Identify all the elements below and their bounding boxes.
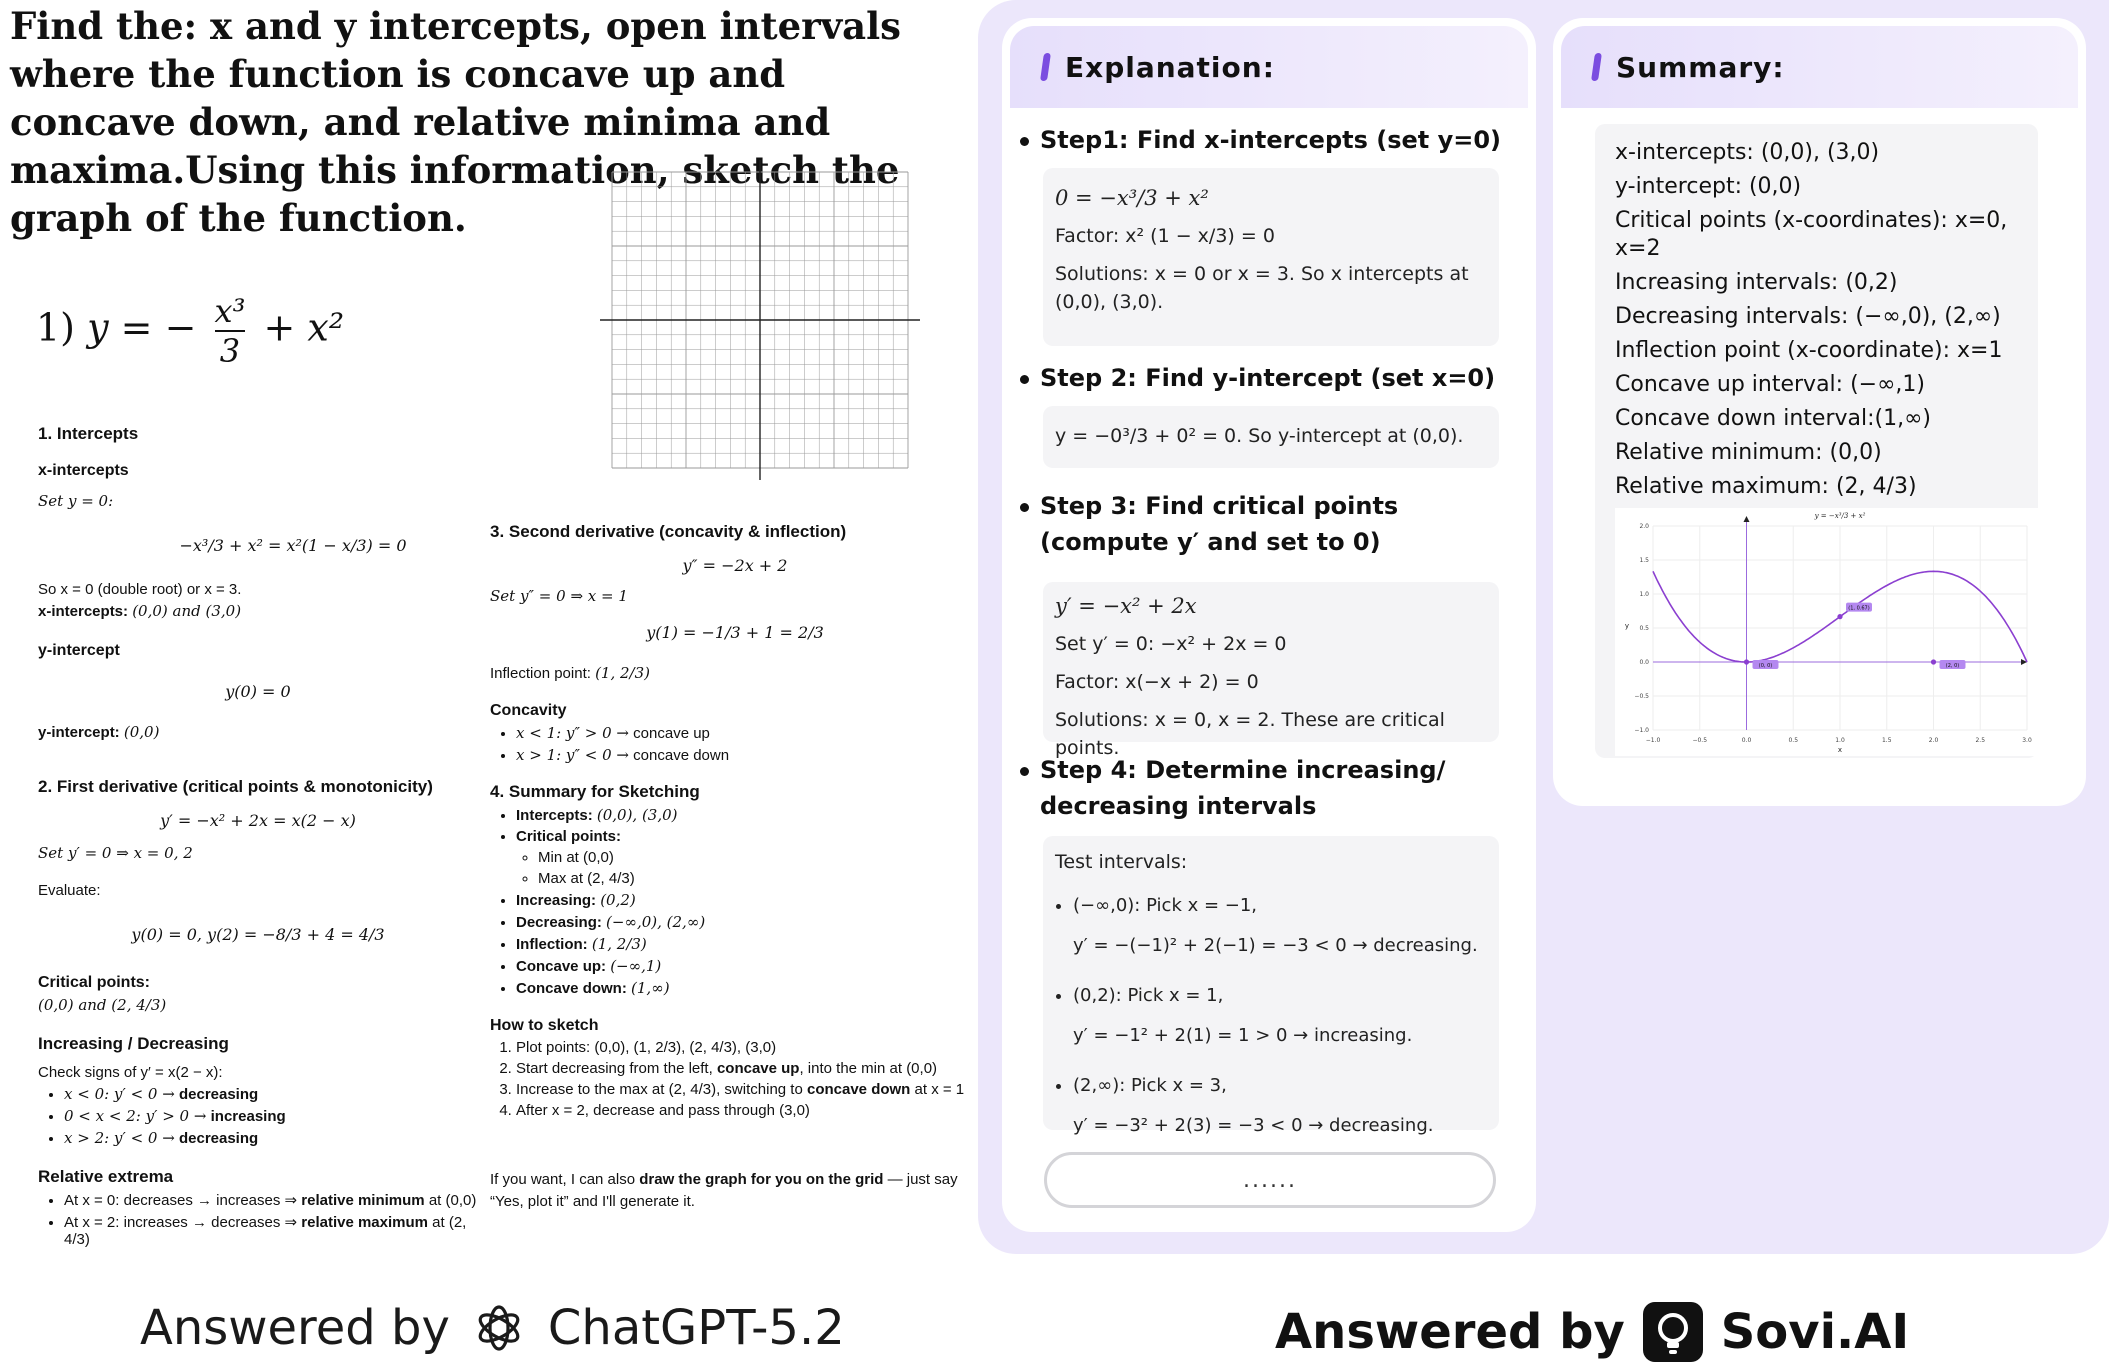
summary-item: x-intercepts: (0,0), (3,0) bbox=[1615, 140, 1880, 165]
summary-value: (1, 2/3) bbox=[591, 935, 647, 953]
list-item: • (−∞,0): Pick x = −1, y′ = −(−1)² + 2(−1) = −3 < 0 → decreasing. bbox=[1073, 886, 1487, 966]
check-signs-text: Check signs of y′ = x(2 − x): bbox=[38, 1064, 223, 1081]
summary-key: Critical points: bbox=[516, 828, 622, 845]
sign-condition: x > 2: y′ < 0 → bbox=[64, 1129, 175, 1147]
step1-line: 0 = −x³/3 + x² bbox=[1055, 186, 1209, 210]
sign-result: decreasing bbox=[178, 1086, 259, 1103]
first-derivative-equation: y′ = −x² + 2x = x(2 − x) bbox=[160, 811, 356, 830]
list-item bbox=[64, 1107, 478, 1125]
chart-xtick-label: 2.5 bbox=[1975, 737, 1986, 744]
chart-y-arrow-icon bbox=[1744, 516, 1750, 522]
list-item: 3. Increase to the max at (2, 4/3), switching to concave down at x = 1 bbox=[516, 1081, 980, 1098]
set-y-zero: Set y = 0: bbox=[38, 492, 114, 510]
summary-title: Summary: bbox=[1616, 50, 1785, 84]
accent-bar-icon bbox=[1591, 53, 1602, 81]
section-second-derivative-heading: 3. Second derivative (concavity & inflection) bbox=[490, 522, 847, 541]
chart-xlabel: x bbox=[1837, 746, 1843, 754]
critical-points-value: (0,0) and (2, 4/3) bbox=[38, 996, 167, 1014]
solution-column-a bbox=[38, 424, 478, 1252]
set-second-derivative-zero: Set y″ = 0 ⇒ x = 1 bbox=[490, 587, 628, 605]
summary-item: Inflection point (x-coordinate): x=1 bbox=[1615, 338, 2003, 363]
chart-point-label: (1, 0.67) bbox=[1848, 605, 1870, 612]
list-item: 1. Plot points: (0,0), (1, 2/3), (2, 4/3), (3,0) bbox=[516, 1039, 980, 1056]
y0-equation: y(0) = 0 bbox=[225, 682, 291, 701]
chart-ytick-label: 0.0 bbox=[1639, 659, 1649, 666]
footer-sovi bbox=[1275, 1300, 1909, 1364]
problem-rhs: + x² bbox=[263, 305, 345, 350]
summary-key: Concave up: bbox=[516, 958, 607, 975]
summary-header bbox=[1561, 26, 2078, 108]
step2-box bbox=[1043, 406, 1499, 468]
inflection-label: Inflection point: bbox=[490, 665, 591, 682]
chart-xtick-label: 2.0 bbox=[1928, 737, 1939, 744]
list-item bbox=[64, 1191, 478, 1209]
list-item: • (0,2): Pick x = 1, y′ = −1² + 2(1) = 1 > 0 → increasing. bbox=[1073, 976, 1487, 1056]
chart-ytick-label: 0.5 bbox=[1639, 625, 1649, 632]
summary-item: Relative maximum: (2, 4/3) bbox=[1615, 474, 1917, 499]
list-item bbox=[64, 1129, 478, 1147]
summary-value: (0,0), (3,0) bbox=[596, 806, 678, 824]
step4-box bbox=[1043, 836, 1499, 1136]
chart-xtick-label: −0.5 bbox=[1692, 737, 1708, 744]
summary-item: Decreasing intervals: (−∞,0), (2,∞) bbox=[1615, 304, 2001, 329]
step3-line: Solutions: x = 0, x = 2. These are critical points. bbox=[1055, 709, 1445, 759]
summary-key: Increasing: bbox=[516, 892, 597, 909]
chart-xtick-label: −1.0 bbox=[1645, 737, 1661, 744]
evaluate-label: Evaluate: bbox=[38, 882, 101, 899]
x-intercepts-heading: x-intercepts bbox=[38, 462, 129, 479]
extrema-result: relative maximum bbox=[301, 1214, 428, 1231]
sketch-summary-list bbox=[490, 806, 980, 997]
sign-condition: x < 0: y′ < 0 → bbox=[64, 1085, 175, 1103]
section-summary-heading: 4. Summary for Sketching bbox=[490, 782, 700, 801]
summary-key: Decreasing: bbox=[516, 914, 602, 931]
show-more-button[interactable]: ...... bbox=[1044, 1152, 1496, 1208]
offer-text: If you want, I can also draw the graph for you on the grid — just say “Yes, plot it” and I'll generate it. bbox=[490, 1171, 958, 1210]
roots-text: So x = 0 (double root) or x = 3. bbox=[38, 581, 242, 598]
extrema-list bbox=[38, 1191, 478, 1248]
list-item bbox=[516, 806, 980, 824]
concavity-result: concave down bbox=[633, 747, 730, 764]
list-item bbox=[516, 828, 980, 887]
section-first-derivative-heading: 2. First derivative (critical points & monotonicity) bbox=[38, 777, 433, 796]
sign-result: decreasing bbox=[178, 1130, 259, 1147]
summary-list bbox=[1615, 136, 2035, 504]
inflection-value: (1, 2/3) bbox=[595, 664, 651, 682]
how-to-sketch-list bbox=[490, 1039, 980, 1119]
chart-ytick-label: −0.5 bbox=[1634, 693, 1649, 700]
list-item bbox=[516, 913, 980, 931]
incdec-heading: Increasing / Decreasing bbox=[38, 1034, 229, 1053]
extrema-post: at (2, 4/3) bbox=[64, 1214, 467, 1248]
extrema-pre: At x = 2: increases → decreases ⇒ bbox=[64, 1214, 298, 1231]
step3-heading: Step 3: Find critical points (compute y′ and set to 0) bbox=[1040, 488, 1530, 560]
list-item: ◦ Max at (2, 4/3) bbox=[538, 870, 980, 887]
chart-ylabel: y bbox=[1624, 622, 1630, 630]
y-intercept-value: (0,0) bbox=[123, 723, 160, 741]
footer-prefix: Answered by bbox=[1275, 1304, 1625, 1360]
summary-item: Relative minimum: (0,0) bbox=[1615, 440, 1882, 465]
chart-xtick-label: 1.5 bbox=[1881, 737, 1892, 744]
sign-condition: 0 < x < 2: y′ > 0 → bbox=[64, 1107, 207, 1125]
problem-lhs: y = − bbox=[87, 305, 197, 350]
step2-line: y = −0³/3 + 0² = 0. So y-intercept at (0,0). bbox=[1055, 425, 1464, 447]
step3-box bbox=[1043, 582, 1499, 759]
summary-item: Concave down interval:(1,∞) bbox=[1615, 406, 1932, 431]
second-derivative-equation: y″ = −2x + 2 bbox=[682, 556, 788, 575]
step4-heading: Step 4: Determine increasing/ decreasing intervals bbox=[1040, 752, 1530, 824]
chart-xtick-label: 3.0 bbox=[2022, 737, 2032, 744]
factor-equation: −x³/3 + x² = x²(1 − x/3) = 0 bbox=[179, 536, 407, 555]
footer-chatgpt bbox=[140, 1300, 845, 1356]
concavity-heading: Concavity bbox=[490, 702, 567, 719]
footer-prefix: Answered by bbox=[140, 1300, 450, 1356]
chart-point bbox=[1931, 659, 1936, 664]
x-intercepts-label: x-intercepts: bbox=[38, 603, 129, 620]
blank-graph-grid bbox=[600, 160, 920, 480]
extrema-pre: At x = 0: decreases → increases ⇒ bbox=[64, 1192, 298, 1209]
step3-line: y′ = −x² + 2x bbox=[1055, 594, 1197, 618]
how-to-sketch-heading: How to sketch bbox=[490, 1017, 599, 1034]
chart-ytick-label: −1.0 bbox=[1634, 727, 1649, 734]
summary-value: (0,2) bbox=[600, 891, 636, 909]
summary-chart bbox=[1615, 508, 2039, 756]
explanation-header bbox=[1010, 26, 1528, 108]
chart-point-label: (2, 0) bbox=[1945, 663, 1960, 669]
sovi-logo-icon bbox=[1641, 1300, 1705, 1364]
chart-xtick-label: 1.0 bbox=[1835, 737, 1845, 744]
step1-line: Solutions: x = 0 or x = 3. So x intercepts at (0,0), (3,0). bbox=[1055, 263, 1469, 313]
extrema-result: relative minimum bbox=[301, 1192, 425, 1209]
summary-item: Increasing intervals: (0,2) bbox=[1615, 270, 1898, 295]
step3-line: Set y′ = 0: −x² + 2x = 0 bbox=[1055, 633, 1287, 655]
summary-key: Concave down: bbox=[516, 980, 627, 997]
y-intercept-label: y-intercept: bbox=[38, 724, 120, 741]
list-item bbox=[516, 746, 980, 764]
concavity-list bbox=[490, 724, 980, 764]
openai-logo-icon bbox=[472, 1301, 526, 1355]
step4-intro: Test intervals: bbox=[1055, 851, 1188, 873]
problem-title: Find the: x and y intercepts, open intervals where the function is concave up and concave down, and relative minima and maxima.Using this information, sketch the graph of the function. bbox=[10, 4, 902, 240]
chart-xtick-label: 0.0 bbox=[1741, 737, 1752, 744]
chart-title: y = −x³/3 + x² bbox=[1814, 512, 1866, 520]
summary-key: Intercepts: bbox=[516, 807, 593, 824]
summary-item: y-intercept: (0,0) bbox=[1615, 174, 1802, 199]
chart-point bbox=[1837, 614, 1842, 619]
list-item: 2. Start decreasing from the left, concave up, into the min at (0,0) bbox=[516, 1060, 980, 1077]
problem-fraction bbox=[215, 292, 246, 370]
extrema-heading: Relative extrema bbox=[38, 1167, 174, 1186]
concavity-result: concave up bbox=[633, 725, 710, 742]
summary-key: Inflection: bbox=[516, 936, 588, 953]
chart-ytick-label: 1.5 bbox=[1639, 557, 1649, 564]
chart-ytick-label: 2.0 bbox=[1639, 523, 1649, 530]
list-item: ◦ Min at (0,0) bbox=[538, 849, 980, 866]
chart-point-label: (0, 0) bbox=[1758, 663, 1773, 669]
y1-equation: y(1) = −1/3 + 1 = 2/3 bbox=[646, 623, 824, 642]
evaluate-equation: y(0) = 0, y(2) = −8/3 + 4 = 4/3 bbox=[131, 925, 385, 944]
step1-box bbox=[1043, 168, 1499, 346]
problem-denominator: 3 bbox=[219, 332, 241, 370]
step2-heading: Step 2: Find y-intercept (set x=0) bbox=[1040, 360, 1530, 396]
chart-ytick-label: 1.0 bbox=[1639, 591, 1649, 598]
list-item bbox=[64, 1213, 478, 1248]
chart-xtick-label: 0.5 bbox=[1788, 737, 1799, 744]
summary-item: Concave up interval: (−∞,1) bbox=[1615, 372, 1925, 397]
list-item bbox=[64, 1085, 478, 1103]
list-item bbox=[516, 957, 980, 975]
signs-list bbox=[38, 1085, 478, 1147]
set-derivative-zero: Set y′ = 0 ⇒ x = 0, 2 bbox=[38, 844, 193, 862]
step1-line: Factor: x² (1 − x/3) = 0 bbox=[1055, 225, 1275, 247]
critical-points-heading: Critical points: bbox=[38, 974, 151, 991]
list-item: 4. After x = 2, decrease and pass through (3,0) bbox=[516, 1102, 980, 1119]
list-item bbox=[516, 979, 980, 997]
summary-item: Critical points (x-coordinates): x=0, x=2 bbox=[1615, 208, 2008, 261]
step4-list bbox=[1055, 886, 1487, 1146]
step3-line: Factor: x(−x + 2) = 0 bbox=[1055, 671, 1259, 693]
section-intercepts-heading: 1. Intercepts bbox=[38, 424, 139, 443]
solution-column-b bbox=[490, 522, 980, 1213]
list-item: • (2,∞): Pick x = 3, y′ = −3² + 2(3) = −3 < 0 → decreasing. bbox=[1073, 1066, 1487, 1146]
y-intercept-heading: y-intercept bbox=[38, 642, 120, 659]
list-item bbox=[516, 891, 980, 909]
list-item bbox=[516, 724, 980, 742]
footer-brand: ChatGPT-5.2 bbox=[547, 1300, 845, 1356]
chart-point bbox=[1744, 659, 1749, 664]
step1-heading: Step1: Find x-intercepts (set y=0) bbox=[1040, 122, 1530, 158]
problem-equation bbox=[36, 292, 344, 370]
summary-value: (−∞,0), (2,∞) bbox=[606, 913, 706, 931]
x-intercepts-value: (0,0) and (3,0) bbox=[132, 602, 242, 620]
summary-value: (1,∞) bbox=[631, 979, 670, 997]
problem-numerator: x³ bbox=[214, 292, 246, 330]
extrema-post: at (0,0) bbox=[428, 1192, 477, 1209]
accent-bar-icon bbox=[1040, 53, 1051, 81]
footer-brand: Sovi.AI bbox=[1720, 1304, 1910, 1360]
sign-result: increasing bbox=[210, 1108, 286, 1125]
concavity-condition: x > 1: y″ < 0 → bbox=[516, 746, 629, 764]
problem-number: 1) bbox=[36, 305, 76, 350]
summary-value: (−∞,1) bbox=[610, 957, 662, 975]
list-item bbox=[516, 935, 980, 953]
explanation-title: Explanation: bbox=[1065, 50, 1275, 84]
concavity-condition: x < 1: y″ > 0 → bbox=[516, 724, 629, 742]
